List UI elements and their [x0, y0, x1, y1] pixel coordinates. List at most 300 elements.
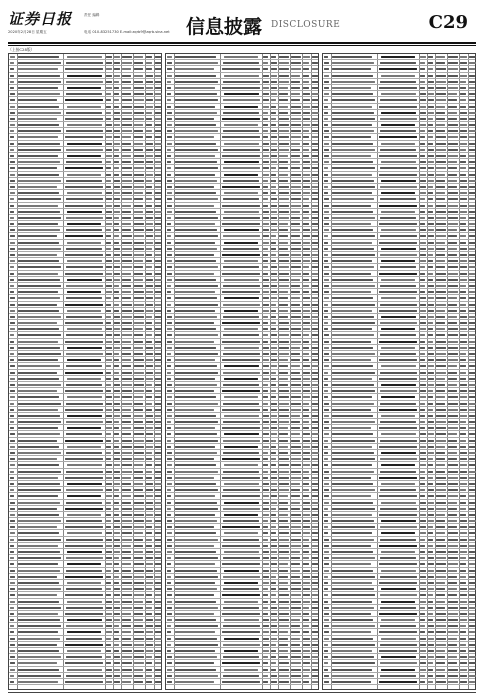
cell-text [448, 174, 457, 176]
cell-text [222, 291, 260, 293]
cell-text [146, 514, 153, 516]
cell-text [279, 365, 288, 367]
cell-text [155, 526, 161, 528]
cell-text [167, 638, 171, 640]
cell-text [122, 433, 131, 435]
cell-text [381, 570, 416, 572]
cell-text [263, 440, 269, 442]
cell-text [106, 631, 112, 633]
cell-text [279, 248, 288, 250]
cell-text [134, 539, 143, 541]
cell-text [312, 390, 318, 392]
cell-text [324, 421, 329, 423]
cell-text [122, 99, 132, 101]
cell-text [312, 495, 319, 497]
cell-text [106, 124, 112, 126]
cell-text [460, 68, 467, 70]
cell-text [146, 62, 152, 64]
cell-text [469, 662, 476, 664]
cell-text [106, 242, 111, 244]
cell-text [263, 99, 269, 101]
cell-text [380, 304, 417, 306]
cell-text [380, 217, 416, 219]
cell-text [379, 613, 417, 615]
cell-text [279, 477, 289, 479]
cell-text [291, 62, 301, 64]
cell-text [175, 390, 214, 392]
cell-text [291, 669, 301, 671]
cell-text [303, 625, 309, 627]
cell-text [312, 458, 318, 460]
cell-text [114, 508, 119, 510]
cell-text [10, 551, 14, 553]
cell-text [279, 316, 288, 318]
cell-text [303, 452, 310, 454]
cell-text [224, 297, 259, 299]
cell-text [332, 322, 375, 324]
cell-text [271, 378, 276, 380]
cell-text [263, 365, 269, 367]
cell-text [122, 378, 132, 380]
cell-text [291, 235, 300, 237]
cell-text [469, 508, 476, 510]
cell-text [436, 644, 446, 646]
cell-text [223, 489, 260, 491]
cell-text [224, 378, 258, 380]
cell-text [106, 260, 112, 262]
cell-text [291, 341, 301, 343]
cell-text [67, 211, 102, 213]
cell-text [146, 458, 152, 460]
cell-text [460, 81, 466, 83]
cell-text [223, 149, 260, 151]
cell-text [106, 359, 112, 361]
cell-text [106, 75, 112, 77]
cell-text [303, 619, 309, 621]
cell-text [303, 372, 310, 374]
cell-text [448, 186, 457, 188]
cell-text [146, 526, 152, 528]
cell-text [460, 384, 467, 386]
cell-text [448, 341, 458, 343]
cell-text [122, 656, 132, 658]
cell-text [106, 650, 111, 652]
cell-text [155, 359, 162, 361]
cell-text [420, 56, 426, 58]
cell-text [420, 167, 426, 169]
cell-text [18, 242, 59, 244]
cell-text [10, 242, 15, 244]
cell-text [122, 570, 131, 572]
cell-text [114, 254, 120, 256]
cell-text [106, 601, 112, 603]
cell-text [222, 681, 260, 683]
cell-text [291, 458, 301, 460]
cell-text [436, 396, 445, 398]
cell-text [10, 322, 15, 324]
cell-text [420, 254, 426, 256]
cell-text [146, 656, 152, 658]
cell-text [380, 130, 416, 132]
cell-text [448, 87, 458, 89]
cell-text [155, 316, 161, 318]
cell-text [303, 421, 309, 423]
cell-text [332, 285, 375, 287]
cell-text [279, 372, 288, 374]
cell-text [263, 174, 269, 176]
cell-text [10, 631, 14, 633]
cell-text [134, 99, 144, 101]
cell-text [291, 285, 300, 287]
cell-text [469, 198, 476, 200]
cell-text [146, 155, 153, 157]
cell-text [10, 81, 14, 83]
cell-text [428, 242, 434, 244]
cell-text [428, 260, 433, 262]
cell-text [167, 514, 171, 516]
cell-text [223, 112, 259, 114]
cell-text [175, 167, 218, 169]
continued-caption: （上接C28版） [8, 47, 35, 52]
cell-text [460, 359, 466, 361]
cell-text [436, 149, 446, 151]
cell-text [106, 471, 112, 473]
cell-text [134, 316, 144, 318]
cell-text [263, 279, 269, 281]
cell-text [175, 372, 218, 374]
cell-text [448, 409, 458, 411]
cell-text [460, 619, 467, 621]
cell-text [448, 304, 457, 306]
cell-text [460, 186, 467, 188]
cell-text [134, 452, 144, 454]
cell-text [10, 211, 14, 213]
cell-text [167, 112, 172, 114]
cell-text [303, 254, 310, 256]
cell-text [114, 75, 120, 77]
cell-text [379, 427, 417, 429]
cell-text [175, 656, 217, 658]
cell-text [18, 390, 57, 392]
cell-text [155, 118, 161, 120]
cell-text [332, 489, 375, 491]
cell-text [420, 433, 426, 435]
cell-text [312, 384, 319, 386]
cell-text [469, 669, 476, 671]
cell-text [18, 644, 57, 646]
cell-text [18, 341, 58, 343]
cell-text [428, 526, 433, 528]
cell-text [448, 205, 458, 207]
cell-text [223, 588, 259, 590]
cell-text [222, 427, 260, 429]
cell-text [428, 310, 434, 312]
cell-text [332, 570, 373, 572]
cell-text [10, 260, 15, 262]
cell-text [146, 545, 152, 547]
cell-text [420, 613, 425, 615]
cell-text [106, 427, 112, 429]
cell-text [332, 68, 371, 70]
cell-text [155, 353, 162, 355]
cell-text [167, 273, 172, 275]
cell-text [122, 260, 132, 262]
cell-text [10, 545, 14, 547]
cell-text [436, 347, 446, 349]
cell-text [460, 248, 467, 250]
cell-text [10, 68, 14, 70]
cell-text [428, 266, 433, 268]
cell-text [448, 328, 458, 330]
cell-text [324, 656, 328, 658]
cell-text [155, 669, 161, 671]
cell-text [10, 365, 15, 367]
cell-text [146, 334, 152, 336]
cell-text [324, 427, 329, 429]
cell-text [448, 613, 458, 615]
cell-text [303, 607, 309, 609]
cell-text [146, 359, 153, 361]
cell-text [10, 198, 14, 200]
cell-text [448, 149, 458, 151]
cell-text [10, 279, 14, 281]
cell-text [312, 681, 318, 683]
cell-text [114, 304, 119, 306]
cell-text [271, 421, 277, 423]
cell-text [263, 427, 269, 429]
cell-text [279, 143, 289, 145]
cell-text [428, 211, 433, 213]
cell-text [460, 378, 466, 380]
cell-text [223, 403, 259, 405]
cell-text [167, 285, 171, 287]
cell-text [146, 532, 152, 534]
cell-text [106, 440, 111, 442]
cell-text [279, 112, 288, 114]
cell-text [448, 353, 458, 355]
cell-text [381, 619, 415, 621]
cell-text [303, 440, 310, 442]
cell-text [222, 662, 260, 664]
cell-text [291, 56, 301, 58]
cell-text [271, 118, 276, 120]
cell-text [436, 483, 446, 485]
cell-text [381, 279, 415, 281]
cell-text [175, 526, 214, 528]
cell-text [122, 180, 132, 182]
cell-text [114, 328, 120, 330]
cell-text [469, 638, 475, 640]
cell-text [448, 483, 458, 485]
cell-text [167, 291, 171, 293]
cell-text [175, 99, 218, 101]
cell-text [10, 106, 15, 108]
cell-text [106, 106, 111, 108]
cell-text [10, 409, 14, 411]
cell-text [469, 297, 475, 299]
cell-text [271, 613, 277, 615]
cell-text [279, 99, 288, 101]
cell-text [420, 607, 425, 609]
cell-text [146, 588, 152, 590]
cell-text [10, 75, 14, 77]
cell-text [469, 576, 476, 578]
cell-text [175, 205, 214, 207]
cell-text [379, 650, 417, 652]
cell-text [332, 446, 372, 448]
cell-text [279, 322, 289, 324]
cell-text [420, 403, 425, 405]
cell-text [122, 557, 131, 559]
cell-text [448, 99, 457, 101]
cell-text [303, 186, 310, 188]
cell-text [420, 328, 426, 330]
cell-text [67, 347, 102, 349]
cell-text [469, 112, 476, 114]
cell-text [428, 205, 433, 207]
cell-text [271, 681, 277, 683]
cell-text [18, 650, 59, 652]
cell-text [155, 211, 162, 213]
cell-text [436, 161, 446, 163]
cell-text [134, 62, 143, 64]
cell-text [324, 372, 328, 374]
cell-text [469, 143, 475, 145]
cell-text [18, 75, 60, 77]
cell-text [10, 638, 15, 640]
cell-text [436, 155, 446, 157]
cell-text [279, 514, 288, 516]
cell-text [303, 118, 310, 120]
cell-text [146, 112, 152, 114]
cell-text [10, 489, 14, 491]
cell-text [155, 56, 161, 58]
cell-text [106, 167, 111, 169]
cell-text [263, 433, 269, 435]
cell-text [263, 471, 268, 473]
cell-text [324, 322, 328, 324]
cell-text [134, 464, 143, 466]
cell-text [312, 56, 318, 58]
cell-text [134, 427, 144, 429]
cell-text [67, 260, 102, 262]
cell-text [122, 483, 131, 485]
cell-text [175, 613, 214, 615]
cell-text [67, 124, 102, 126]
cell-text [134, 656, 144, 658]
cell-text [134, 403, 143, 405]
cell-text [436, 508, 446, 510]
cell-text [65, 477, 103, 479]
cell-text [263, 192, 268, 194]
cell-text [460, 675, 467, 677]
cell-text [312, 545, 318, 547]
cell-text [146, 217, 153, 219]
cell-text [469, 56, 476, 58]
cell-text [224, 211, 259, 213]
cell-text [263, 297, 269, 299]
cell-text [106, 508, 111, 510]
cell-text [263, 254, 268, 256]
cell-text [324, 56, 328, 58]
cell-text [155, 341, 162, 343]
cell-text [428, 248, 434, 250]
cell-text [10, 607, 14, 609]
cell-text [175, 440, 218, 442]
cell-text [18, 174, 59, 176]
cell-text [18, 223, 58, 225]
cell-text [167, 483, 172, 485]
cell-text [324, 223, 329, 225]
cell-text [155, 180, 161, 182]
cell-text [114, 396, 120, 398]
cell-text [436, 266, 445, 268]
cell-text [324, 266, 329, 268]
cell-text [155, 619, 162, 621]
cell-text [428, 297, 434, 299]
cell-text [106, 372, 111, 374]
cell-text [175, 495, 215, 497]
cell-text [271, 520, 276, 522]
cell-text [279, 229, 288, 231]
cell-text [428, 582, 434, 584]
cell-text [263, 545, 268, 547]
cell-text [291, 136, 301, 138]
cell-text [428, 161, 434, 163]
cell-text [469, 124, 476, 126]
cell-text [448, 273, 458, 275]
cell-text [312, 223, 319, 225]
cell-text [122, 440, 132, 442]
cell-text [224, 446, 258, 448]
cell-text [332, 118, 375, 120]
cell-text [106, 594, 111, 596]
cell-text [155, 415, 162, 417]
cell-text [122, 56, 132, 58]
cell-text [114, 310, 119, 312]
cell-text [332, 551, 373, 553]
cell-text [460, 242, 466, 244]
cell-text [379, 205, 417, 207]
cell-text [167, 192, 172, 194]
cell-text [155, 112, 161, 114]
cell-text [380, 576, 417, 578]
cell-text [271, 62, 277, 64]
cell-text [65, 136, 103, 138]
cell-text [279, 235, 288, 237]
cell-text [66, 570, 102, 572]
cell-text [122, 93, 131, 95]
cell-text [436, 588, 445, 590]
cell-text [18, 440, 57, 442]
cell-text [428, 539, 433, 541]
cell-text [279, 211, 289, 213]
cell-text [448, 378, 457, 380]
cell-text [428, 458, 433, 460]
cell-text [18, 613, 58, 615]
cell-text [303, 75, 309, 77]
cell-text [122, 186, 132, 188]
cell-text [263, 229, 269, 231]
cell-text [146, 316, 152, 318]
cell-text [332, 458, 375, 460]
cell-text [271, 458, 276, 460]
cell-text [291, 520, 301, 522]
cell-text [303, 489, 309, 491]
cell-text [279, 409, 289, 411]
cell-text [224, 310, 258, 312]
cell-text [428, 359, 434, 361]
